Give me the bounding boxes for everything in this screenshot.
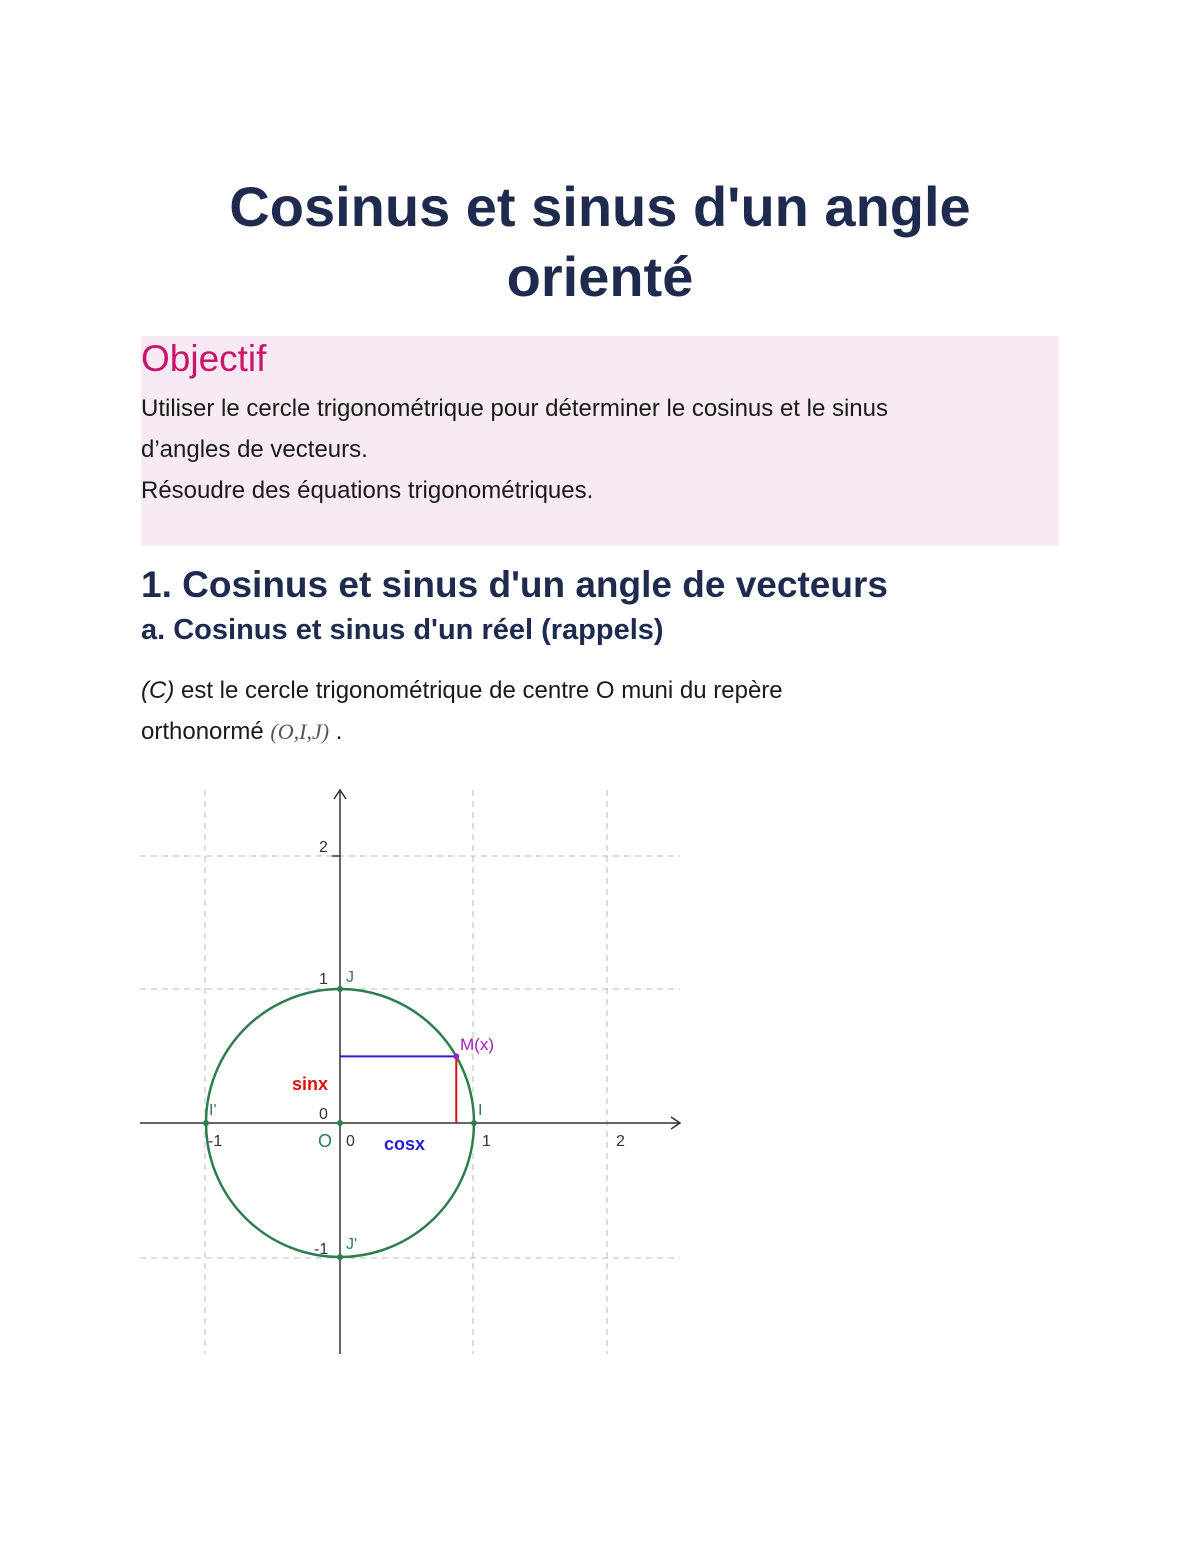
title-line-2: orienté: [506, 245, 694, 308]
sin-label: sinx: [292, 1074, 329, 1094]
objective-text: [141, 388, 1041, 511]
x-tick-label: 1: [482, 1133, 491, 1150]
label-I: I: [478, 1102, 483, 1119]
grid: [140, 790, 680, 1354]
objective-line-3: Résoudre des équations trigonométriques.: [141, 477, 594, 504]
label-I-prime: I': [209, 1102, 217, 1119]
point-I: [471, 1120, 477, 1126]
point-J: [337, 986, 343, 992]
section-heading: 1. Cosinus et sinus d'un angle de vecteurs: [141, 564, 888, 605]
y-tick-label: -1: [314, 1241, 329, 1258]
objective-line-1: Utiliser le cercle trigonométrique pour déterminer le cosinus et le sinus: [141, 395, 888, 422]
objective-heading: Objectif: [141, 338, 267, 379]
objective-line-2: d’angles de vecteurs.: [141, 436, 368, 463]
y-tick-label: 2: [319, 839, 328, 856]
cos-label: cosx: [384, 1134, 426, 1154]
label-J-prime: J': [346, 1236, 358, 1253]
label-M: M(x): [460, 1035, 494, 1054]
label-O: O: [318, 1131, 333, 1151]
paragraph-text-1: est le cercle trigonométrique de centre O muni du repère: [174, 677, 783, 704]
paragraph-text-2: orthonormé: [141, 718, 271, 745]
frame-notation: (O,I,J): [270, 719, 330, 744]
circle-name: (C): [141, 677, 175, 704]
point-I-prime: [203, 1120, 209, 1126]
point-O: [337, 1120, 343, 1126]
objective-box: [141, 336, 1059, 546]
point-M: [453, 1053, 459, 1059]
paragraph-end: .: [329, 718, 343, 745]
title-line-1: Cosinus et sinus d'un angle: [229, 175, 971, 238]
subsection-heading: a. Cosinus et sinus d'un réel (rappels): [141, 614, 664, 646]
paragraph: [141, 670, 1041, 752]
page-title: [0, 172, 1200, 312]
point-J-prime: [337, 1254, 343, 1260]
trig-circle-figure: [140, 782, 700, 1362]
axes: [140, 790, 680, 1354]
x-tick-label: -1: [208, 1133, 223, 1150]
y-tick-label: 0: [319, 1106, 328, 1123]
x-tick-label: 0: [346, 1133, 355, 1150]
label-J: J: [346, 969, 354, 986]
y-tick-label: 1: [319, 971, 328, 988]
x-tick-label: 2: [616, 1133, 625, 1150]
